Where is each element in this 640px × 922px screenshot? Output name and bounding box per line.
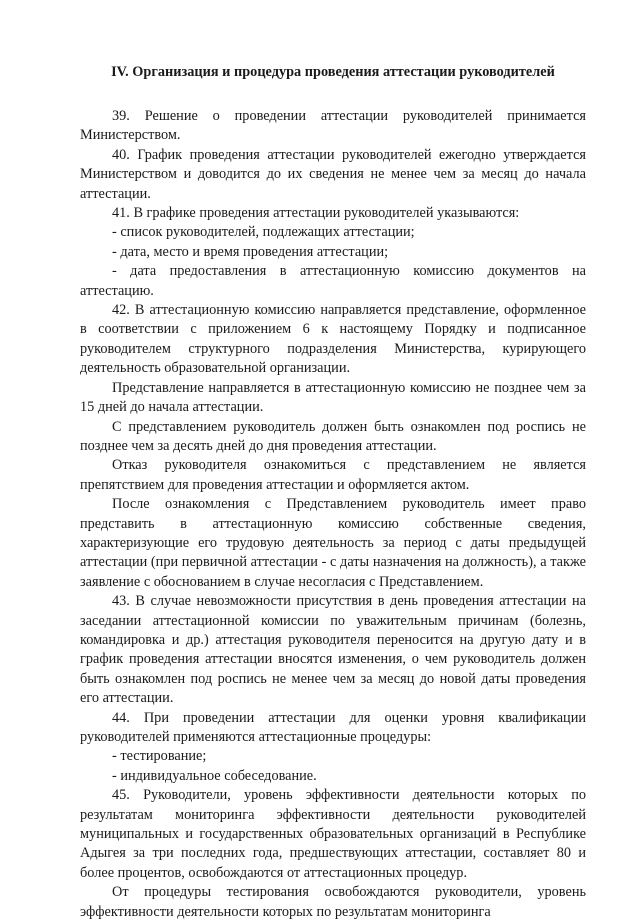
document-body: [80, 107, 586, 922]
paragraph-41: 41. В графике проведения аттестации руководителей указываются:: [112, 205, 520, 222]
paragraph-44: 44. При проведении аттестации для оценки уровня квалификации руководителей применяются аттестационные процедуры:: [80, 709, 586, 745]
paragraph-acquaintance: С представлением руководитель должен быть ознакомлен под роспись не позднее чем за десять дней до дня проведения аттестации.: [80, 418, 586, 454]
paragraph-refusal: Отказ руководителя ознакомиться с представлением не является препятствием для проведения аттестации и оформляется актом.: [80, 457, 586, 493]
list-item-date-place: - дата, место и время проведения аттестации;: [112, 243, 389, 260]
section-heading: IV. Организация и процедура проведения аттестации руководителей: [111, 64, 555, 80]
paragraph-43: 43. В случае невозможности присутствия в день проведения аттестации на заседании аттестационной комиссии по уважительным причинам (болезнь, командировка и др.) аттестация руководителя переносится на другую дату и в график проведения аттестации вносятся изменения, о чем руководитель должен быть ознакомлен под роспись не менее чем за месяц до новой даты проведения его аттестации.: [80, 593, 586, 707]
paragraph-39: 39. Решение о проведении аттестации руководителей принимается Министерством.: [80, 108, 586, 144]
list-item-testing: - тестирование;: [112, 748, 207, 765]
list-item-managers: - список руководителей, подлежащих аттестации;: [112, 224, 415, 241]
paragraph-after-acquaintance: После ознакомления с Представлением руководитель имеет право представить в аттестационную комиссию собственные сведения, характеризующие его трудовую деятельность за период с даты предыдущей аттестации (при первичной аттестации - с даты назначения на должность), а также заявление с обоснованием в случае несогласия с Представлением.: [80, 496, 586, 590]
paragraph-submission-deadline: Представление направляется в аттестационную комиссию не позднее чем за 15 дней до начала аттестации.: [80, 379, 586, 416]
list-item-interview: - индивидуальное собеседование.: [112, 767, 317, 784]
list-item-submission-date: - дата предоставления в аттестационную комиссию документов на аттестацию.: [80, 263, 586, 299]
paragraph-testing-exemption: От процедуры тестирования освобождаются руководители, уровень эффективности деятельности которых по результатам мониторинга: [80, 884, 586, 920]
paragraph-40: 40. График проведения аттестации руководителей ежегодно утверждается Министерством и доводится до их сведения не менее чем за месяц до начала аттестации.: [80, 146, 586, 202]
paragraph-42: 42. В аттестационную комиссию направляется представление, оформленное в соответствии с приложением 6 к настоящему Порядку и подписанное руководителем структурного подразделения Министерства, курирующего деятельность образовательной организации.: [80, 302, 586, 377]
paragraph-45: 45. Руководители, уровень эффективности деятельности которых по результатам мониторинга эффективности деятельности руководителей муниципальных и государственных образовательных организаций в Республике Адыгея за три последних года, предшествующих аттестации, составляет 80 и более процентов, освобождаются от аттестационных процедур.: [80, 787, 586, 881]
